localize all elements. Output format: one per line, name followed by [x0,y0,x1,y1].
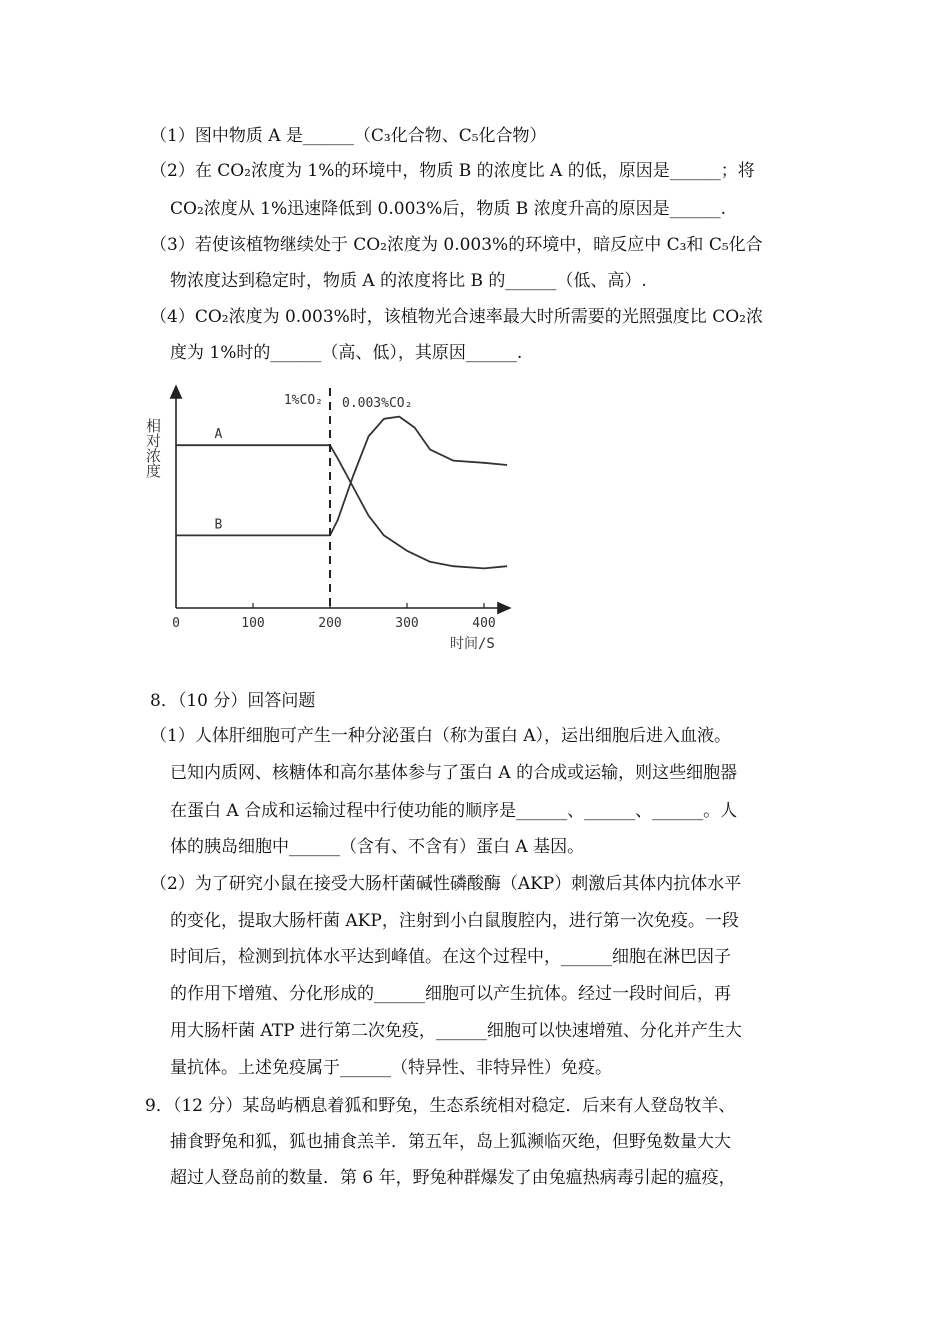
x-axis-label: 时间/S [450,636,495,652]
q8-line-2: （1）人体肝细胞可产生一种分泌蛋白（称为蛋白 A），运出细胞后进入血液。 [150,726,731,746]
y-axis-label: 相对浓度 [144,418,162,478]
q8-line-3: 已知内质网、核糖体和高尔基体参与了蛋白 A 的合成或运输，则这些细胞器 [170,763,738,783]
series-label-A: A [214,427,223,443]
q8-line-11: 量抗体。上述免疫属于______（特异性、非特异性）免疫。 [170,1058,612,1078]
chart-svg [140,380,540,660]
q8-line-10: 用大肠杆菌 ATP 进行第二次免疫，______细胞可以快速增殖、分化并产生大 [170,1021,742,1041]
q7-line-7: 度为 1%时的______（高、低），其原因______. [170,343,523,363]
q8-line-9: 的作用下增殖、分化形成的______细胞可以产生抗体。经过一段时间后，再 [170,984,731,1004]
q7-line-6: （4）CO₂浓度为 0.003%时，该植物光合速率最大时所需要的光照强度比 CO₂浓 [150,307,763,327]
q7-line-4: （3）若使该植物继续处于 CO₂浓度为 0.003%的环境中，暗反应中 C₃和 C₅化合 [150,235,763,255]
q9-line-1: 9．（12 分）某岛屿栖息着狐和野兔，生态系统相对稳定．后来有人登岛牧羊、 [145,1096,736,1116]
x-tick-label: 0 [172,616,180,631]
q9-line-3: 超过人登岛前的数量．第 6 年，野兔种群爆发了由兔瘟热病毒引起的瘟疫， [170,1168,736,1188]
series-line-B [176,417,507,536]
q9-line-2: 捕食野兔和狐，狐也捕食羔羊．第五年，岛上狐濒临灭绝，但野兔数量大大 [170,1132,731,1152]
x-tick-label: 300 [395,616,419,631]
q8-line-1: 8．（10 分）回答问题 [150,691,316,711]
x-tick-label: 200 [318,616,342,631]
q7-line-5: 物浓度达到稳定时，物质 A 的浓度将比 B 的______（低、高）. [170,271,647,291]
series-label-B: B [214,517,223,533]
q7-line-2: （2）在 CO₂浓度为 1%的环境中，物质 B 的浓度比 A 的低，原因是______；将 [150,161,755,181]
q8-line-6: （2）为了研究小鼠在接受大肠杆菌碱性磷酸酶（AKP）刺激后其体内抗体水平 [150,874,742,894]
q8-line-8: 时间后，检测到抗体水平达到峰值。在这个过程中，______细胞在淋巴因子 [170,947,731,967]
x-tick-label: 100 [241,616,265,631]
annotation-1pct-co2: 1%CO₂ [283,393,323,408]
q7-line-1: （1）图中物质 A 是______（C₃化合物、C₅化合物） [150,126,547,146]
concentration-chart [140,380,540,665]
q8-line-7: 的变化，提取大肠杆菌 AKP，注射到小白鼠腹腔内，进行第一次免疫。一段 [170,911,739,931]
q8-line-4: 在蛋白 A 合成和运输过程中行使功能的顺序是______、______、______。人 [170,801,738,821]
x-tick-label: 400 [472,616,496,631]
q8-line-5: 体的胰岛细胞中______（含有、不含有）蛋白 A 基因。 [170,837,585,857]
annotation-0003pct-co2: 0.003%CO₂ [342,396,413,411]
q7-line-3: CO₂浓度从 1%迅速降低到 0.003%后，物质 B 浓度升高的原因是______. [170,199,727,219]
